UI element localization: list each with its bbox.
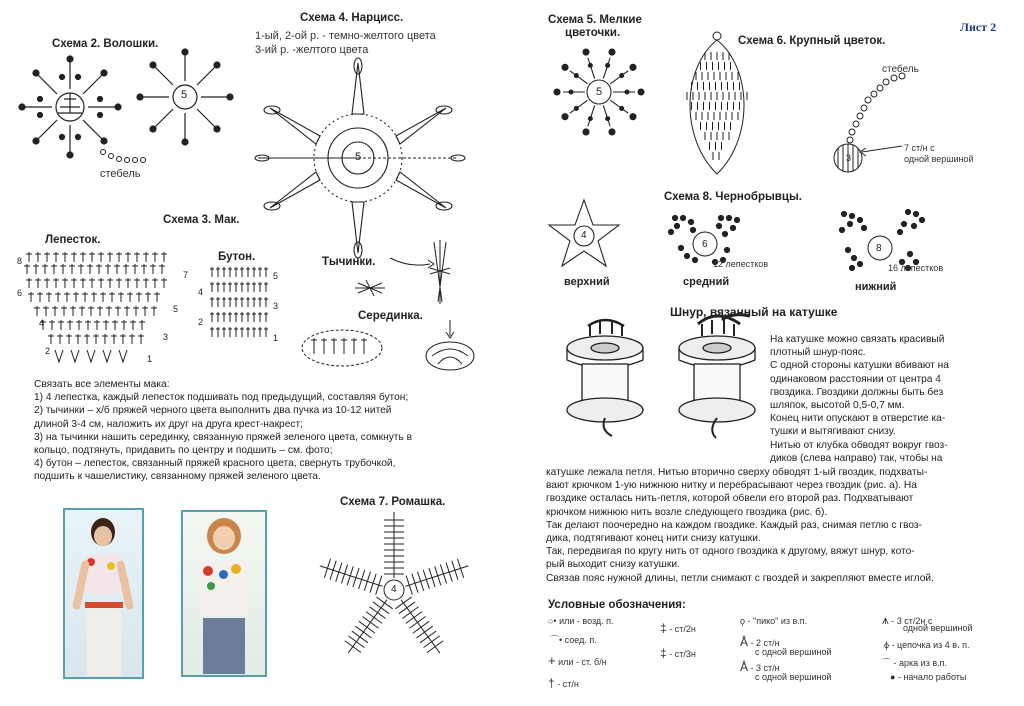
scheme8-bottom-petals: 16 лепестков [888,263,944,273]
cord-narrow-line: На катушке можно связать красивый [770,334,945,345]
scheme2-stem-label: стебель [100,168,141,180]
scheme6-note-2: одной вершиной [904,154,974,164]
scheme7-title: Схема 7. Ромашка. [340,496,446,508]
scheme6-stem-label: стебель [882,64,919,75]
scheme2-title: Схема 2. Волошки. [52,38,159,50]
stamens-diagram [330,238,470,308]
svg-text:4: 4 [198,287,204,297]
sheet-label: Лист 2 [960,20,997,34]
svg-text:5: 5 [273,271,279,281]
legend-s3n-text: - ст/3н [669,649,696,659]
svg-text:1: 1 [147,354,153,364]
instructions-p2a: 2) тычинки – х/б пряжей черного цвета выполнить два пучка из 10-12 нитей [34,405,392,417]
legend-s3n [660,646,696,660]
svg-text:3: 3 [273,301,279,311]
legend-s3top-text2: с одной вершиной [755,672,832,682]
instructions-intro: Связать все элементы мака: [34,379,170,390]
scheme8-mid-number: 6 [702,239,708,250]
cord-narrow-line: одинаковом расстоянии от центра 4 [770,373,941,385]
slip-stitch-icon: ⌒• [550,635,563,645]
cord-narrow-line: Конец нити опускают в отверстие ка- [770,413,946,425]
cord-wide-line: вают крючком 1-ую нижнюю нитку и перебрасывают через гвоздик (рис. а). На [546,480,917,492]
legend-vp-text: или - возд. п. [559,616,614,626]
cord-wide-line: рый выходит снизу катушки. [546,559,680,571]
svg-text:6: 6 [17,288,23,298]
legend-s2top-2 [755,647,832,657]
instructions-p3b: кольцо, подтянуть, придавить по центру и подшить – см. фото; [34,445,333,457]
instructions-p4b: подшить к чашелистику, связанному пряжей зеленого цвета. [34,471,321,483]
scheme4-title: Схема 4. Нарцисс. [300,12,404,24]
svg-text:8: 8 [17,256,23,266]
legend-arch [882,656,947,669]
scheme8-top-label: верхний [564,276,610,288]
legend-sp-text: соед. п. [564,635,597,645]
scheme6-stem-diagram [822,72,922,182]
cord-narrow-line: тушки и вытягивают снизу. [770,426,896,438]
cord-narrow-line: С одной стороны катушки вбивают на [770,360,949,372]
chain-stitch-icon: ○• [548,616,557,626]
petal-label: Лепесток. [45,234,101,246]
scheme5-title-line2: цветочки. [565,27,621,39]
cord-wide-line: Связав пояс нужной длины, петли снимают с гвоздей и закрепляют вместе иглой. [546,572,934,584]
cord-narrow-line: диков (слева направо) так, чтобы на [770,452,943,464]
legend-s2top-text1: - 2 ст/н [750,638,780,648]
legend-piko [740,616,807,626]
cord-narrow-line: шляпок, высотой 0,5-0,7 мм. [770,400,905,412]
svg-text:5: 5 [173,304,179,314]
cluster-3-treble-icon: ⩚ [882,613,889,627]
cord-wide-line: крючком нижнюю нить возле следующего гвоздика (рис. б). [546,506,828,518]
cord-wide-line: гвоздике осталась нить-петля, которой обвели его второй раз. Подхватывают [546,493,914,505]
middle-diagram [300,320,475,375]
cord-wide-line: Так делают поочередно на каждом гвоздике. Каждый раз, снимая петлю с гвоз- [546,519,922,531]
legend-s2n [660,621,696,635]
scheme2-center-number: 5 [181,89,188,101]
scheme5-title-line1: Схема 5. Мелкие [548,14,642,26]
legend-sbn-text: или - ст. б/н [558,657,607,667]
svg-text:4: 4 [39,318,45,328]
scheme4-line1: 1-ый, 2-ой р. - темно-желтого цвета [255,30,436,42]
picot-icon: ϙ [740,616,746,626]
bud-label: Бутон. [218,251,256,263]
spool-illustration-b [672,326,762,446]
legend-sp [550,633,597,646]
scheme4-line2: 3-ий р. -желтого цвета [255,44,369,56]
legend-s3top-text1: - 3 ст/н [750,663,780,673]
cluster-3-icon: Å [740,660,749,674]
svg-text:1: 1 [273,333,279,343]
cord-wide-line: дика, подтягивают конец нити снизу катушки. [546,533,761,545]
scheme4-center-number: 5 [355,151,362,163]
single-crochet-icon: + [548,653,556,668]
scheme7-center-number: 4 [391,584,397,595]
cluster-2-icon: Å [740,635,749,649]
stamens-label: Тычинки. [322,256,376,268]
photo-model-1 [63,508,144,679]
svg-text:2: 2 [45,346,51,356]
legend-arch-text: - арка из в.п. [893,658,947,668]
instructions-p1: 1) 4 лепестка, каждый лепесток подшивать под предыдущий, составляя бутон; [34,392,409,404]
instructions-p4a: 4) бутон – лепесток, связанный пряжей красного цвета, свернуть трубочкой, [34,458,396,470]
svg-text:7: 7 [183,270,189,280]
photo-model-2 [181,510,267,677]
legend-chain-text: - цепочка из 4 в. п. [891,640,970,650]
scheme3-petal-diagram [15,250,189,365]
legend-title: Условные обозначения: [548,599,686,611]
double-treble-icon: ‡ [660,646,667,660]
svg-text:3: 3 [163,332,169,342]
chain-loop-icon: ϕ [884,640,890,650]
legend-sbn [548,653,607,668]
middle-label: Серединка. [358,310,423,322]
legend-s32n-2 [903,623,973,633]
scheme3-title: Схема 3. Мак. [163,214,240,226]
legend-start-text: - начало работы [897,672,967,682]
legend-start [890,672,966,682]
scheme4-diagram [255,60,475,260]
scheme8-bottom-number: 8 [876,243,882,254]
scheme7-diagram [305,510,485,690]
scheme6-note-1: 7 ст/н с [904,143,935,153]
cord-title: Шнур, вязанный на катушке [670,305,838,319]
scheme6-center-number: 3 [846,153,852,163]
scheme6-title: Схема 6. Крупный цветок. [738,35,886,47]
scheme5-center-number: 5 [596,86,603,98]
cord-wide-line: Так, передвигая по кругу нить от одного гвоздика к другому, вяжут шнур, кото- [546,546,915,558]
scheme3-bud-diagram [198,265,283,355]
spool-illustration-a [560,326,650,446]
legend-s3top-2 [755,672,832,682]
scheme8-bottom-label: нижний [855,281,897,293]
legend-sn-text: - ст/н [557,679,579,689]
legend-vp [548,616,614,626]
legend-s32n-text1: - 3 ст/2н с [891,616,933,626]
cord-wide-line: катушке лежала петля. Нитью вторично сверху обводят 1-ый гвоздик, подхваты- [546,467,928,478]
scheme8-mid-label: средний [683,276,730,288]
legend-chain [884,640,969,650]
treble-crochet-icon: ‡ [660,621,667,635]
cord-narrow-line: плотный шнур-пояс. [770,347,866,359]
cord-text-wide [546,466,1006,585]
cord-narrow-line: гвоздика. Гвоздики должны быть без [770,386,944,398]
legend-s32n-text2: одной вершиной [903,623,973,633]
cord-text-narrow [770,333,1000,465]
start-dot-icon: ● [890,672,896,682]
cord-narrow-line: Нитью от клубка обводят вокруг гвоз- [770,439,948,451]
arch-icon: ⌒ [882,658,892,668]
legend-piko-text: - "пико" из в.п. [747,616,808,626]
legend-sn [548,676,579,690]
scheme8-title: Схема 8. Чернобрывцы. [664,191,802,203]
double-crochet-icon: † [548,676,555,690]
legend-s2top-text2: с одной вершиной [755,647,832,657]
instructions-p3a: 3) на тычинки нашить серединку, связанную пряжей зеленого цвета, сомкнуть в [34,431,413,443]
scheme8-mid-petals: 12 лепестков [713,259,769,269]
scheme8-top-number: 4 [581,230,587,241]
legend-s2n-text: - ст/2н [669,624,696,634]
poppy-instructions [34,378,509,484]
scheme6-leaf [672,28,762,178]
svg-text:2: 2 [198,317,204,327]
instructions-p2b: длиной 3-4 см, наложить их друг на друга крест-накрест; [34,418,303,430]
